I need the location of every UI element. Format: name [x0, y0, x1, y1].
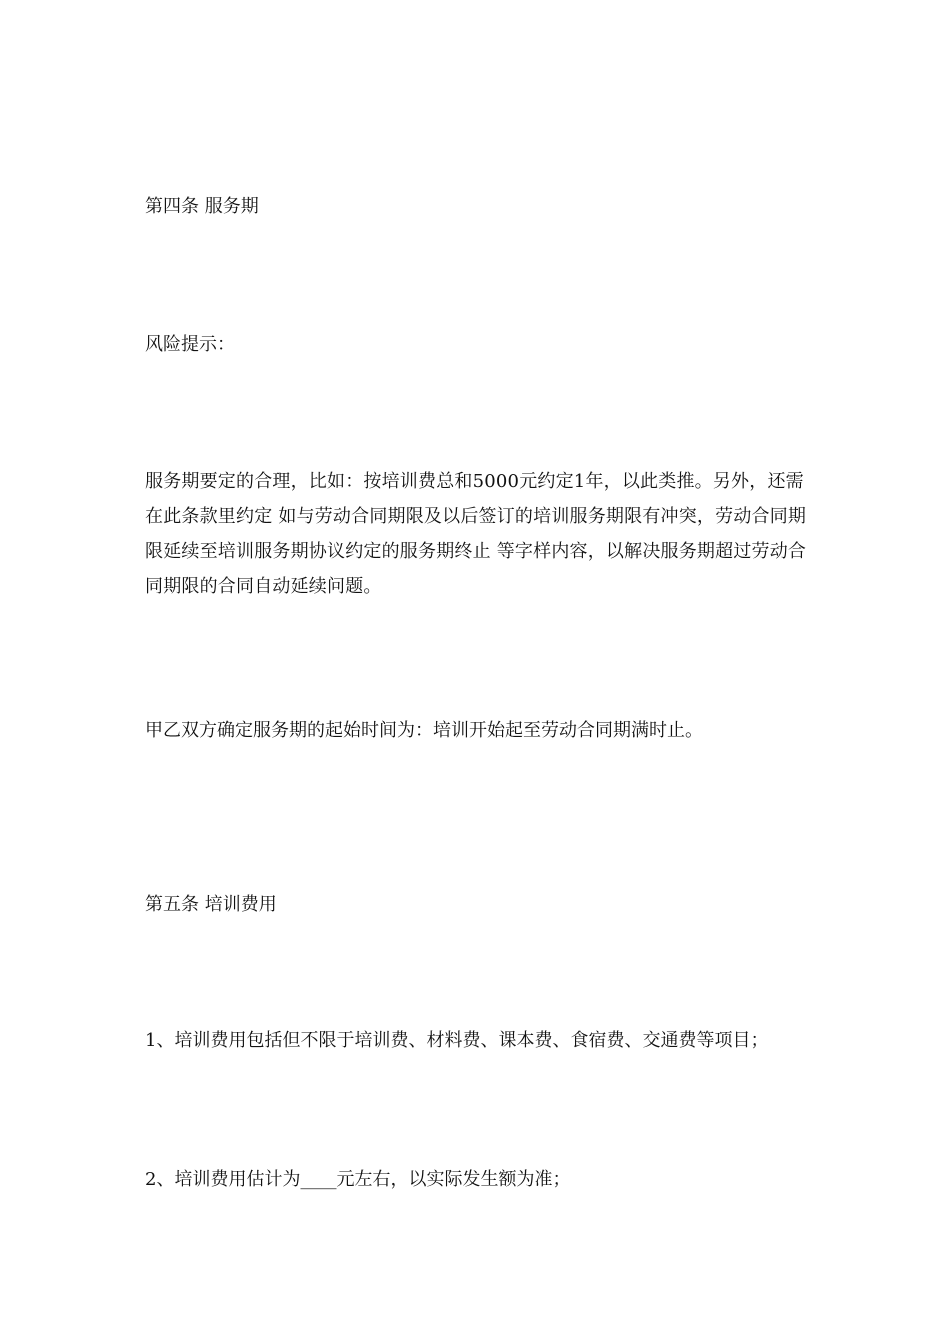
article-5-heading: 第五条 培训费用	[145, 894, 277, 915]
training-cost-item-1: 1、培训费用包括但不限于培训费、材料费、课本费、食宿费、交通费等项目；	[145, 1030, 769, 1051]
article-4-heading: 第四条 服务期	[145, 196, 259, 217]
training-cost-item-2: 2、培训费用估计为____元左右，以实际发生额为准；	[145, 1169, 571, 1190]
risk-warning-text: 服务期要定的合理，比如：按培训费总和5000元约定1年，以此类推。另外，还需在此条款里约定 如与劳动合同期限及以后签订的培训服务期限有冲突，劳动合同期限延续至培训服务期协议约定的服务期终止 等字样内容，以解决服务期超过劳动合同期限的合同自动延续问题。	[145, 471, 807, 597]
risk-warning-label: 风险提示：	[145, 334, 235, 355]
service-period-text: 甲乙双方确定服务期的起始时间为：培训开始起至劳动合同期满时止。	[145, 720, 703, 741]
